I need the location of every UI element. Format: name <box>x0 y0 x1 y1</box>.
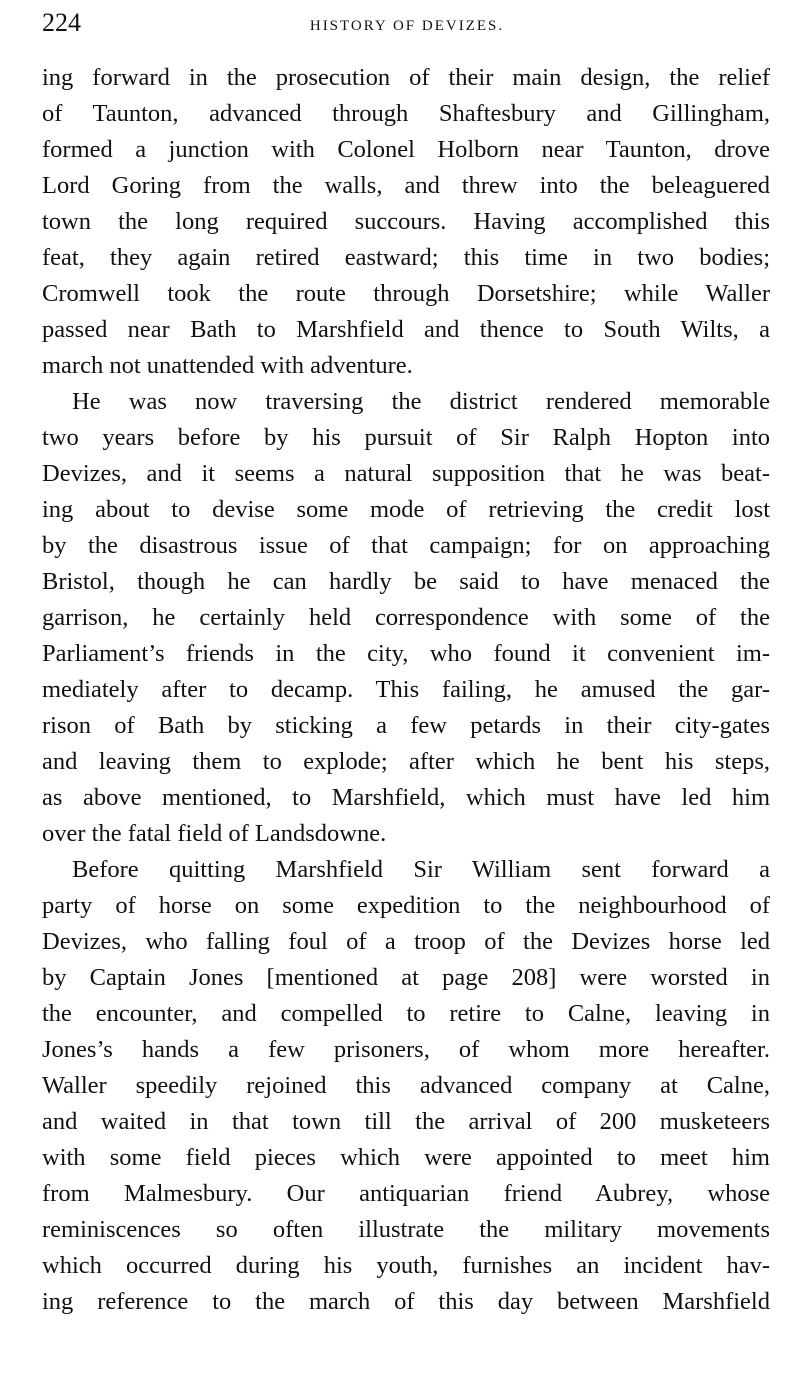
text-line: passed near Bath to Marshfield and thence to South Wilts, a <box>42 316 770 343</box>
text-line: of Taunton, advanced through Shaftesbury and Gillingham, <box>42 100 770 127</box>
body-text <box>42 60 770 1320</box>
text-line: party of horse on some expedition to the neighbourhood of <box>42 892 770 919</box>
paragraph-3 <box>42 852 770 1320</box>
page-header <box>42 6 772 42</box>
text-line: Lord Goring from the walls, and threw into the beleaguered <box>42 172 770 199</box>
text-line: He was now traversing the district rendered memorable <box>72 388 770 415</box>
text-line: feat, they again retired eastward; this time in two bodies; <box>42 244 770 271</box>
text-line: and waited in that town till the arrival of 200 musketeers <box>42 1108 770 1135</box>
text-line: reminiscences so often illustrate the military movements <box>42 1216 770 1243</box>
running-head: HISTORY OF DEVIZES. <box>309 18 505 34</box>
text-line: rison of Bath by sticking a few petards in their city-gates <box>42 712 770 739</box>
text-line: ing reference to the march of this day between Marshfield <box>42 1288 770 1315</box>
text-line: Devizes, who falling foul of a troop of the Devizes horse led <box>42 928 770 955</box>
text-line: march not unattended with adventure. <box>42 352 413 379</box>
text-line: town the long required succours. Having accomplished this <box>42 208 770 235</box>
text-line: from Malmesbury. Our antiquarian friend Aubrey, whose <box>42 1180 770 1207</box>
text-line: mediately after to decamp. This failing, he amused the gar- <box>42 676 770 703</box>
text-line: Devizes, and it seems a natural supposition that he was beat- <box>42 460 770 487</box>
text-line: by the disastrous issue of that campaign; for on approaching <box>42 532 770 559</box>
page-number: 224 <box>42 8 81 37</box>
paragraph-2 <box>42 384 770 852</box>
text-line: ing about to devise some mode of retrieving the credit lost <box>42 496 770 523</box>
text-line: Cromwell took the route through Dorsetshire; while Waller <box>42 280 770 307</box>
text-line: formed a junction with Colonel Holborn near Taunton, drove <box>42 136 770 163</box>
text-line: two years before by his pursuit of Sir Ralph Hopton into <box>42 424 770 451</box>
text-line: Waller speedily rejoined this advanced company at Calne, <box>42 1072 770 1099</box>
text-line: by Captain Jones [mentioned at page 208] were worsted in <box>42 964 770 991</box>
text-line: which occurred during his youth, furnishes an incident hav- <box>42 1252 770 1279</box>
text-line: over the fatal field of Landsdowne. <box>42 820 387 847</box>
text-line: Before quitting Marshfield Sir William sent forward a <box>72 856 770 883</box>
text-line: garrison, he certainly held correspondence with some of the <box>42 604 770 631</box>
text-line: Jones’s hands a few prisoners, of whom more hereafter. <box>42 1036 770 1063</box>
text-line: the encounter, and compelled to retire to Calne, leaving in <box>42 1000 770 1027</box>
text-line: as above mentioned, to Marshfield, which must have led him <box>42 784 770 811</box>
text-line: Bristol, though he can hardly be said to have menaced the <box>42 568 770 595</box>
text-line: with some field pieces which were appointed to meet him <box>42 1144 770 1171</box>
paragraph-1 <box>42 60 770 384</box>
text-line: Parliament’s friends in the city, who found it convenient im- <box>42 640 770 667</box>
text-line: ing forward in the prosecution of their main design, the relief <box>42 64 770 91</box>
text-line: and leaving them to explode; after which he bent his steps, <box>42 748 770 775</box>
